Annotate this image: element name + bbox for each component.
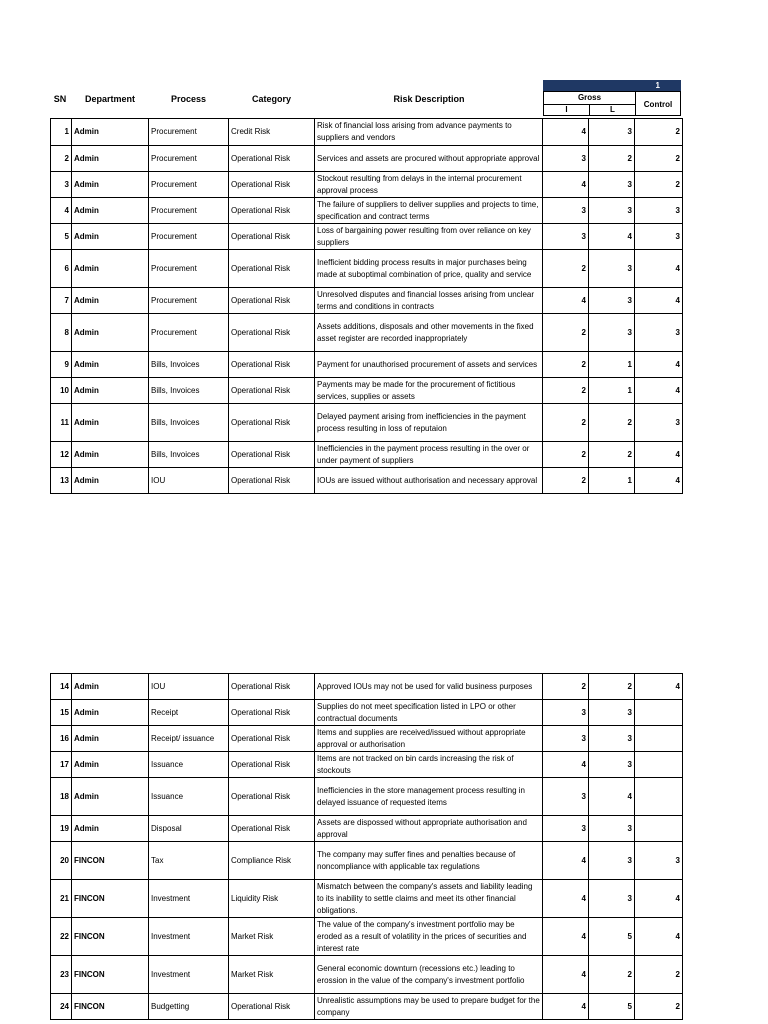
table-cell-gross-i: 3 [543, 224, 589, 250]
table-cell-gross-l: 2 [589, 674, 635, 700]
table-cell-risk-description: Loss of bargaining power resulting from over reliance on key suppliers [315, 224, 543, 250]
table-cell-control: 4 [635, 918, 683, 956]
header-category: Category [251, 94, 291, 104]
table-row [51, 700, 683, 726]
table-cell-risk-description: Payment for unauthorised procurement of assets and services [315, 352, 543, 378]
table-cell-category: Operational Risk [229, 674, 315, 700]
table-cell-department: FINCON [72, 880, 149, 918]
table-cell-risk-description: The value of the company's investment portfolio may be eroded as a result of volatility in the prices of securities and interest rate [315, 918, 543, 956]
table-cell-risk-description: Inefficient bidding process results in major purchases being made at suboptimal combination of price, quality and service [315, 250, 543, 288]
table-cell-control [635, 752, 683, 778]
table-cell-process: Procurement [149, 288, 229, 314]
table-cell-risk-description: Assets additions, disposals and other movements in the fixed asset register are recorded inappropriately [315, 314, 543, 352]
table-cell-gross-i: 2 [543, 468, 589, 494]
table-cell-sn: 1 [51, 119, 72, 146]
table-cell-department: Admin [72, 172, 149, 198]
table-cell-risk-description: Stockout resulting from delays in the internal procurement approval process [315, 172, 543, 198]
table-cell-process: Procurement [149, 119, 229, 146]
table-cell-gross-l: 3 [589, 198, 635, 224]
table-cell-category: Liquidity Risk [229, 880, 315, 918]
table-cell-gross-i: 3 [543, 726, 589, 752]
table-cell-process: Receipt [149, 700, 229, 726]
table-cell-category: Operational Risk [229, 288, 315, 314]
table-cell-process: Investment [149, 880, 229, 918]
table-cell-risk-description: Assets are dispossed without appropriate authorisation and approval [315, 816, 543, 842]
header-gross-l: L [589, 104, 636, 116]
table-cell-department: Admin [72, 198, 149, 224]
table-cell-sn: 11 [51, 404, 72, 442]
table-cell-sn: 20 [51, 842, 72, 880]
table-cell-process: IOU [149, 468, 229, 494]
table-cell-risk-description: General economic downturn (recessions etc.) leading to erossion in the value of the company's investment portfolio [315, 956, 543, 994]
table-cell-process: Procurement [149, 146, 229, 172]
table-row [51, 314, 683, 352]
table-cell-category: Operational Risk [229, 172, 315, 198]
table-cell-control: 4 [635, 468, 683, 494]
table-cell-control: 4 [635, 880, 683, 918]
table-cell-category: Operational Risk [229, 404, 315, 442]
table-cell-risk-description: The failure of suppliers to deliver supplies and projects to time, specification and contract terms [315, 198, 543, 224]
table-cell-department: Admin [72, 378, 149, 404]
table-cell-department: Admin [72, 250, 149, 288]
table-cell-control [635, 778, 683, 816]
table-cell-risk-description: Approved IOUs may not be used for valid business purposes [315, 674, 543, 700]
table-cell-risk-description: Services and assets are procured without appropriate approval [315, 146, 543, 172]
table-cell-gross-l: 3 [589, 250, 635, 288]
table-cell-category: Credit Risk [229, 119, 315, 146]
table-cell-department: FINCON [72, 918, 149, 956]
table-cell-risk-description: Payments may be made for the procurement of fictitious services, supplies or assets [315, 378, 543, 404]
table-cell-control [635, 816, 683, 842]
table-cell-department: FINCON [72, 994, 149, 1020]
table-cell-department: Admin [72, 314, 149, 352]
table-cell-risk-description: Inefficiencies in the store management process resulting in delayed issuance of requested items [315, 778, 543, 816]
table-cell-gross-i: 2 [543, 404, 589, 442]
table-cell-gross-i: 2 [543, 314, 589, 352]
table-row [51, 752, 683, 778]
table-cell-gross-l: 3 [589, 726, 635, 752]
table-cell-category: Operational Risk [229, 752, 315, 778]
table-cell-department: Admin [72, 674, 149, 700]
table-cell-gross-i: 2 [543, 442, 589, 468]
table-row [51, 956, 683, 994]
table-cell-gross-l: 3 [589, 172, 635, 198]
table-cell-department: Admin [72, 700, 149, 726]
table-cell-risk-description: Mismatch between the company's assets and liability leading to its inability to settle claims and meet its other financial obligations. [315, 880, 543, 918]
table-cell-gross-l: 3 [589, 880, 635, 918]
table-cell-risk-description: Risk of financial loss arising from advance payments to suppliers and vendors [315, 119, 543, 146]
table-cell-gross-l: 5 [589, 918, 635, 956]
header-control: Control [635, 91, 681, 116]
table-cell-department: FINCON [72, 956, 149, 994]
table-cell-process: Procurement [149, 172, 229, 198]
table-cell-department: Admin [72, 119, 149, 146]
table-cell-control: 4 [635, 352, 683, 378]
table-cell-control: 2 [635, 146, 683, 172]
table-cell-risk-description: Delayed payment arising from inefficiencies in the payment process resulting in loss of reputaion [315, 404, 543, 442]
table-row [51, 172, 683, 198]
table-cell-gross-l: 3 [589, 700, 635, 726]
header-gross-i: I [543, 104, 590, 116]
table-cell-process: Procurement [149, 224, 229, 250]
table-cell-department: Admin [72, 146, 149, 172]
table-cell-control: 3 [635, 404, 683, 442]
table-cell-department: FINCON [72, 842, 149, 880]
table-cell-sn: 16 [51, 726, 72, 752]
table-cell-sn: 6 [51, 250, 72, 288]
table-cell-control: 2 [635, 994, 683, 1020]
header-sn: SN [53, 94, 67, 104]
table-cell-gross-l: 3 [589, 119, 635, 146]
table-cell-category: Operational Risk [229, 816, 315, 842]
table-cell-department: Admin [72, 352, 149, 378]
table-cell-gross-i: 3 [543, 198, 589, 224]
table-cell-control: 3 [635, 842, 683, 880]
table-cell-risk-description: Supplies do not meet specification listed in LPO or other contractual documents [315, 700, 543, 726]
table-cell-sn: 8 [51, 314, 72, 352]
table-cell-gross-i: 3 [543, 700, 589, 726]
table-row [51, 674, 683, 700]
table-row [51, 352, 683, 378]
table-row [51, 778, 683, 816]
table-cell-gross-i: 4 [543, 288, 589, 314]
table-cell-control: 4 [635, 250, 683, 288]
table-cell-category: Operational Risk [229, 442, 315, 468]
table-cell-control: 2 [635, 172, 683, 198]
table-cell-gross-i: 2 [543, 250, 589, 288]
table-cell-category: Operational Risk [229, 468, 315, 494]
table-cell-control [635, 726, 683, 752]
table-cell-process: Bills, Invoices [149, 378, 229, 404]
table-cell-category: Operational Risk [229, 146, 315, 172]
table-cell-sn: 9 [51, 352, 72, 378]
table-cell-control: 2 [635, 119, 683, 146]
table-row [51, 288, 683, 314]
table-cell-gross-l: 3 [589, 314, 635, 352]
table-cell-gross-i: 4 [543, 752, 589, 778]
table-row [51, 442, 683, 468]
table-row [51, 816, 683, 842]
header-department: Department [84, 94, 135, 104]
table-cell-gross-l: 4 [589, 778, 635, 816]
header-process: Process [170, 94, 207, 104]
table-cell-process: Procurement [149, 314, 229, 352]
table-cell-category: Operational Risk [229, 250, 315, 288]
table-cell-gross-l: 1 [589, 468, 635, 494]
table-cell-category: Market Risk [229, 956, 315, 994]
table-cell-risk-description: Items and supplies are received/issued without appropriate approval or authorisation [315, 726, 543, 752]
table-cell-process: Investment [149, 918, 229, 956]
table-cell-sn: 10 [51, 378, 72, 404]
table-cell-category: Operational Risk [229, 726, 315, 752]
table-cell-gross-i: 4 [543, 842, 589, 880]
table-cell-sn: 19 [51, 816, 72, 842]
table-cell-sn: 15 [51, 700, 72, 726]
table-cell-process: Bills, Invoices [149, 442, 229, 468]
table-cell-gross-i: 2 [543, 674, 589, 700]
table-cell-process: Issuance [149, 752, 229, 778]
table-cell-department: Admin [72, 752, 149, 778]
table-cell-risk-description: Unresolved disputes and financial losses arising from unclear terms and conditions in contracts [315, 288, 543, 314]
table-cell-gross-l: 5 [589, 994, 635, 1020]
table-cell-gross-l: 2 [589, 404, 635, 442]
table-cell-gross-l: 2 [589, 146, 635, 172]
table-row [51, 378, 683, 404]
table-cell-sn: 13 [51, 468, 72, 494]
table-cell-control: 4 [635, 442, 683, 468]
table-cell-department: Admin [72, 778, 149, 816]
table-cell-control: 4 [635, 378, 683, 404]
table-cell-gross-i: 3 [543, 816, 589, 842]
table-cell-gross-l: 1 [589, 378, 635, 404]
risk-table-1 [50, 118, 683, 494]
table-cell-risk-description: Inefficiencies in the payment process resulting in the over or under payment of suppliers [315, 442, 543, 468]
table-cell-risk-description: Unrealistic assumptions may be used to prepare budget for the company [315, 994, 543, 1020]
table-cell-sn: 23 [51, 956, 72, 994]
table-cell-sn: 21 [51, 880, 72, 918]
table-cell-control: 4 [635, 674, 683, 700]
table-cell-control [635, 700, 683, 726]
table-cell-control: 2 [635, 956, 683, 994]
table-row [51, 726, 683, 752]
table-cell-process: Bills, Invoices [149, 404, 229, 442]
table-cell-gross-i: 4 [543, 956, 589, 994]
table-cell-risk-description: IOUs are issued without authorisation and necessary approval [315, 468, 543, 494]
table-row [51, 918, 683, 956]
table-cell-control: 3 [635, 224, 683, 250]
table-row [51, 468, 683, 494]
table-cell-process: Budgetting [149, 994, 229, 1020]
table-row [51, 224, 683, 250]
table-cell-department: Admin [72, 468, 149, 494]
table-cell-sn: 14 [51, 674, 72, 700]
table-cell-sn: 5 [51, 224, 72, 250]
table-cell-process: IOU [149, 674, 229, 700]
table-cell-gross-i: 4 [543, 880, 589, 918]
table-cell-department: Admin [72, 442, 149, 468]
table-row [51, 404, 683, 442]
table-row [51, 994, 683, 1020]
table-cell-sn: 22 [51, 918, 72, 956]
table-cell-gross-i: 4 [543, 172, 589, 198]
table-row [51, 119, 683, 146]
table-cell-gross-l: 3 [589, 816, 635, 842]
table-cell-gross-i: 4 [543, 119, 589, 146]
table-cell-gross-i: 2 [543, 352, 589, 378]
table-cell-risk-description: Items are not tracked on bin cards increasing the risk of stockouts [315, 752, 543, 778]
table-cell-category: Operational Risk [229, 224, 315, 250]
table-cell-category: Operational Risk [229, 994, 315, 1020]
header-band: 1 [543, 80, 681, 91]
table-cell-sn: 24 [51, 994, 72, 1020]
table-cell-department: Admin [72, 404, 149, 442]
table-cell-category: Operational Risk [229, 778, 315, 816]
table-cell-sn: 2 [51, 146, 72, 172]
table-cell-sn: 12 [51, 442, 72, 468]
table-cell-control: 3 [635, 314, 683, 352]
table-cell-gross-i: 4 [543, 918, 589, 956]
table-cell-category: Operational Risk [229, 198, 315, 224]
table-cell-process: Bills, Invoices [149, 352, 229, 378]
table-cell-sn: 4 [51, 198, 72, 224]
table-cell-gross-l: 3 [589, 842, 635, 880]
table-cell-gross-l: 3 [589, 288, 635, 314]
table-row [51, 842, 683, 880]
table-cell-department: Admin [72, 288, 149, 314]
table-cell-sn: 18 [51, 778, 72, 816]
table-row [51, 198, 683, 224]
table-cell-gross-l: 4 [589, 224, 635, 250]
table-cell-category: Market Risk [229, 918, 315, 956]
table-cell-category: Operational Risk [229, 314, 315, 352]
table-cell-process: Receipt/ issuance [149, 726, 229, 752]
header-risk-description: Risk Description [393, 94, 465, 104]
table-cell-gross-l: 1 [589, 352, 635, 378]
table-cell-category: Compliance Risk [229, 842, 315, 880]
table-cell-sn: 3 [51, 172, 72, 198]
table-cell-risk-description: The company may suffer fines and penalties because of noncompliance with applicable tax regulations [315, 842, 543, 880]
table-cell-category: Operational Risk [229, 700, 315, 726]
table-cell-control: 4 [635, 288, 683, 314]
table-cell-process: Disposal [149, 816, 229, 842]
table-cell-gross-l: 3 [589, 752, 635, 778]
table-cell-process: Procurement [149, 198, 229, 224]
table-cell-gross-l: 2 [589, 442, 635, 468]
table-cell-process: Procurement [149, 250, 229, 288]
table-cell-gross-l: 2 [589, 956, 635, 994]
table-cell-category: Operational Risk [229, 352, 315, 378]
table-cell-department: Admin [72, 224, 149, 250]
table-cell-gross-i: 4 [543, 994, 589, 1020]
table-cell-category: Operational Risk [229, 378, 315, 404]
table-cell-department: Admin [72, 816, 149, 842]
table-cell-gross-i: 3 [543, 778, 589, 816]
table-cell-process: Issuance [149, 778, 229, 816]
table-cell-process: Investment [149, 956, 229, 994]
table-cell-control: 3 [635, 198, 683, 224]
table-cell-sn: 17 [51, 752, 72, 778]
table-row [51, 880, 683, 918]
table-cell-process: Tax [149, 842, 229, 880]
risk-table-2 [50, 673, 683, 1020]
header-gross: Gross [543, 91, 636, 105]
table-cell-department: Admin [72, 726, 149, 752]
table-cell-gross-i: 2 [543, 378, 589, 404]
table-cell-sn: 7 [51, 288, 72, 314]
table-cell-gross-i: 3 [543, 146, 589, 172]
table-row [51, 146, 683, 172]
table-row [51, 250, 683, 288]
